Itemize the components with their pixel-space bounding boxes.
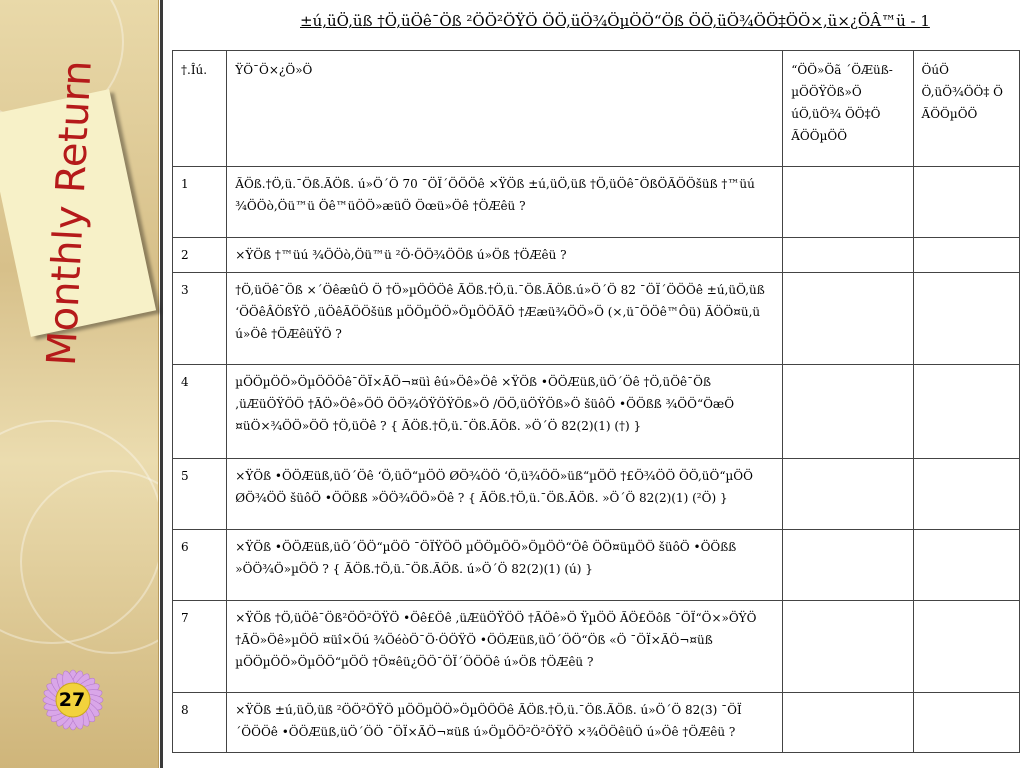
header-action-count: ÖúÖ Ö,üÖ¾ÖÖ‡ Ö ÃÖÖµÖÖ [913,51,1019,167]
row-current [783,273,913,365]
row-number: 6 [173,530,227,601]
row-number: 8 [173,693,227,753]
table-row [173,365,1020,459]
row-number: 7 [173,601,227,693]
table-row [173,167,1020,238]
return-table [172,50,1020,753]
table-row [173,459,1020,530]
row-action [913,459,1019,530]
header-current-cases: “ÖÖ»Öã ´ÖÆüß-µÖÖŸÖß»Ö úÖ,üÖ¾ ÖÖ‡Ö ÃÖÖµÖÖ [783,51,913,167]
row-current [783,238,913,273]
monthly-return-text: Monthly Return [39,59,101,367]
table-row [173,693,1020,753]
row-current [783,530,913,601]
row-action [913,365,1019,459]
row-current [783,459,913,530]
row-text: µÖÖµÖÖ»ÖµÖÖÖê¯ÖÏ×ÃÖ¬¤üì êú»Öê»Öê ×ŸÖß •ÖÖÆüß,üÖ´Öê †Ö,üÖê¯Öß ,üÆüÖŸÖÖ †ÃÖ»Öê»ÖÖ ÖÖ¾ÖŸÖŸÖß»Ö /ÖÖ,üÖŸÖß»Ö šüôÖ •ÖÖßß ¾ÖÖ“ÖæÖ ¤üÖ×¾ÖÖ»ÖÖ †Ö,üÖê ? { ÃÖß.†Ö,ü.¯Öß.ÃÖß. »Ö´Ö 82(2)(1) (†) } [227,365,783,459]
row-current [783,365,913,459]
row-current [783,601,913,693]
row-action [913,693,1019,753]
row-text: †Ö,üÖê¯Öß ×´ÖêæûÖ Ö †Ö»µÖÖÖê ÃÖß.†Ö,ü.¯Öß.ÃÖß.ú»Ö´Ö 82 ¯ÖÏ´ÖÖÖê ±ú,üÖ,üß ‘ÖÖêÂÖßŸÖ ,üÖêÃÖÖšüß µÖÖµÖÖ»ÖµÖÖÃÖ †Ææü¾ÖÖ»Ö (×,ü¯ÖÖê™Ôü) ÃÖÖ¤ü,ü ú»Öê †ÖÆêüŸÖ ? [227,273,783,365]
row-text: ÃÖß.†Ö,ü.¯Öß.ÃÖß. ú»Ö´Ö 70 ¯ÖÏ´ÖÖÖê ×ŸÖß ±ú,üÖ,üß †Ö,üÖê¯ÖßÖÃÖÖšüß †™üú ¾ÖÖò,Öü™ü Öê™üÖÖ»æüÖ Öœü»Öê †ÖÆêü ? [227,167,783,238]
row-number: 5 [173,459,227,530]
row-current [783,167,913,238]
row-text: ×ŸÖß •ÖÖÆüß,üÖ´Öê ‘Ö,üÖ“µÖÖ ØÖ¾ÖÖ ‘Ö,ü¾ÖÖ»üß“µÖÖ †£Ö¾ÖÖ ÖÖ,üÖ“µÖÖ ØÖ¾ÖÖ šüôÖ •ÖÖßß »ÖÖ¾ÖÖ»Öê ? { ÃÖß.†Ö,ü.¯Öß.ÃÖß. »Ö´Ö 82(2)(1) (²Ö) } [227,459,783,530]
table-row [173,273,1020,365]
page-number: 27 [58,689,86,711]
row-action [913,273,1019,365]
row-number: 4 [173,365,227,459]
row-text: ×ŸÖß ±ú,üÖ,üß ²ÖÖ²ÖŸÖ µÖÖµÖÖ»ÖµÖÖÖê ÃÖß.†Ö,ü.¯Öß.ÃÖß. ú»Ö´Ö 82(3) ¯ÖÏ´ÖÖÖê •ÖÖÆüß,üÖ´ÖÖ ¯ÖÏ×ÃÖ¬¤üß ú»ÖµÖÖ²Ö²ÖŸÖ ×¾ÖÖêüÖ ú»Öê †ÖÆêü ? [227,693,783,753]
row-action [913,167,1019,238]
row-action [913,601,1019,693]
slide-title: ±ú,üÖ,üß †Ö,üÖê¯Öß ²ÖÖ²ÖŸÖ ÖÖ,üÖ¾ÖµÖÖ“Öß ÖÖ,üÖ¾ÖÖ‡ÖÖ×,ü×¿ÖÂ™ü - 1 [300,12,930,30]
row-number: 2 [173,238,227,273]
row-action [913,238,1019,273]
table-row [173,601,1020,693]
row-action [913,530,1019,601]
row-number: 1 [173,167,227,238]
header-detail: ŸÖ¯Ö×¿Ö»Ö [227,51,783,167]
header-serial: †.Îú. [173,51,227,167]
row-text: ×ŸÖß †™üú ¾ÖÖò,Öü™ü ²Ö·ÖÖ¾ÖÖß ú»Öß †ÖÆêü ? [227,238,783,273]
table-row [173,238,1020,273]
row-text: ×ŸÖß †Ö,üÖê¯Öß²ÖÖ²ÖŸÖ •Öê£Öê ,üÆüÖŸÖÖ †ÃÖê»Ö ŸµÖÖ ÃÖ£Öôß ¯ÖÏ“Ö×»ÖŸÖ †ÃÖ»Öê»µÖÖ ¤üî×Öú ¾ÖéòÖ¯Ö·ÖÖŸÖ •ÖÖÆüß,üÖ´ÖÖ“Öß «Ö ¯ÖÏ×ÃÖ¬¤üß µÖÖµÖÖ»ÖµÖÖ“µÖÖ †Ö¤êü¿ÖÖ¯ÖÏ´ÖÖÖê ú»Öß †ÖÆêü ? [227,601,783,693]
table-row [173,530,1020,601]
row-text: ×ŸÖß •ÖÖÆüß,üÖ´ÖÖ“µÖÖ ¯ÖÏŸÖÖ µÖÖµÖÖ»ÖµÖÖ“Öê ÖÖ¤üµÖÖ šüôÖ •ÖÖßß »ÖÖ¾Ö»µÖÖ ? { ÃÖß.†Ö,ü.¯Öß.ÃÖß. ú»Ö´Ö 82(2)(1) (ú) } [227,530,783,601]
row-current [783,693,913,753]
row-number: 3 [173,273,227,365]
side-divider [160,0,163,768]
table-header-row [173,51,1020,167]
